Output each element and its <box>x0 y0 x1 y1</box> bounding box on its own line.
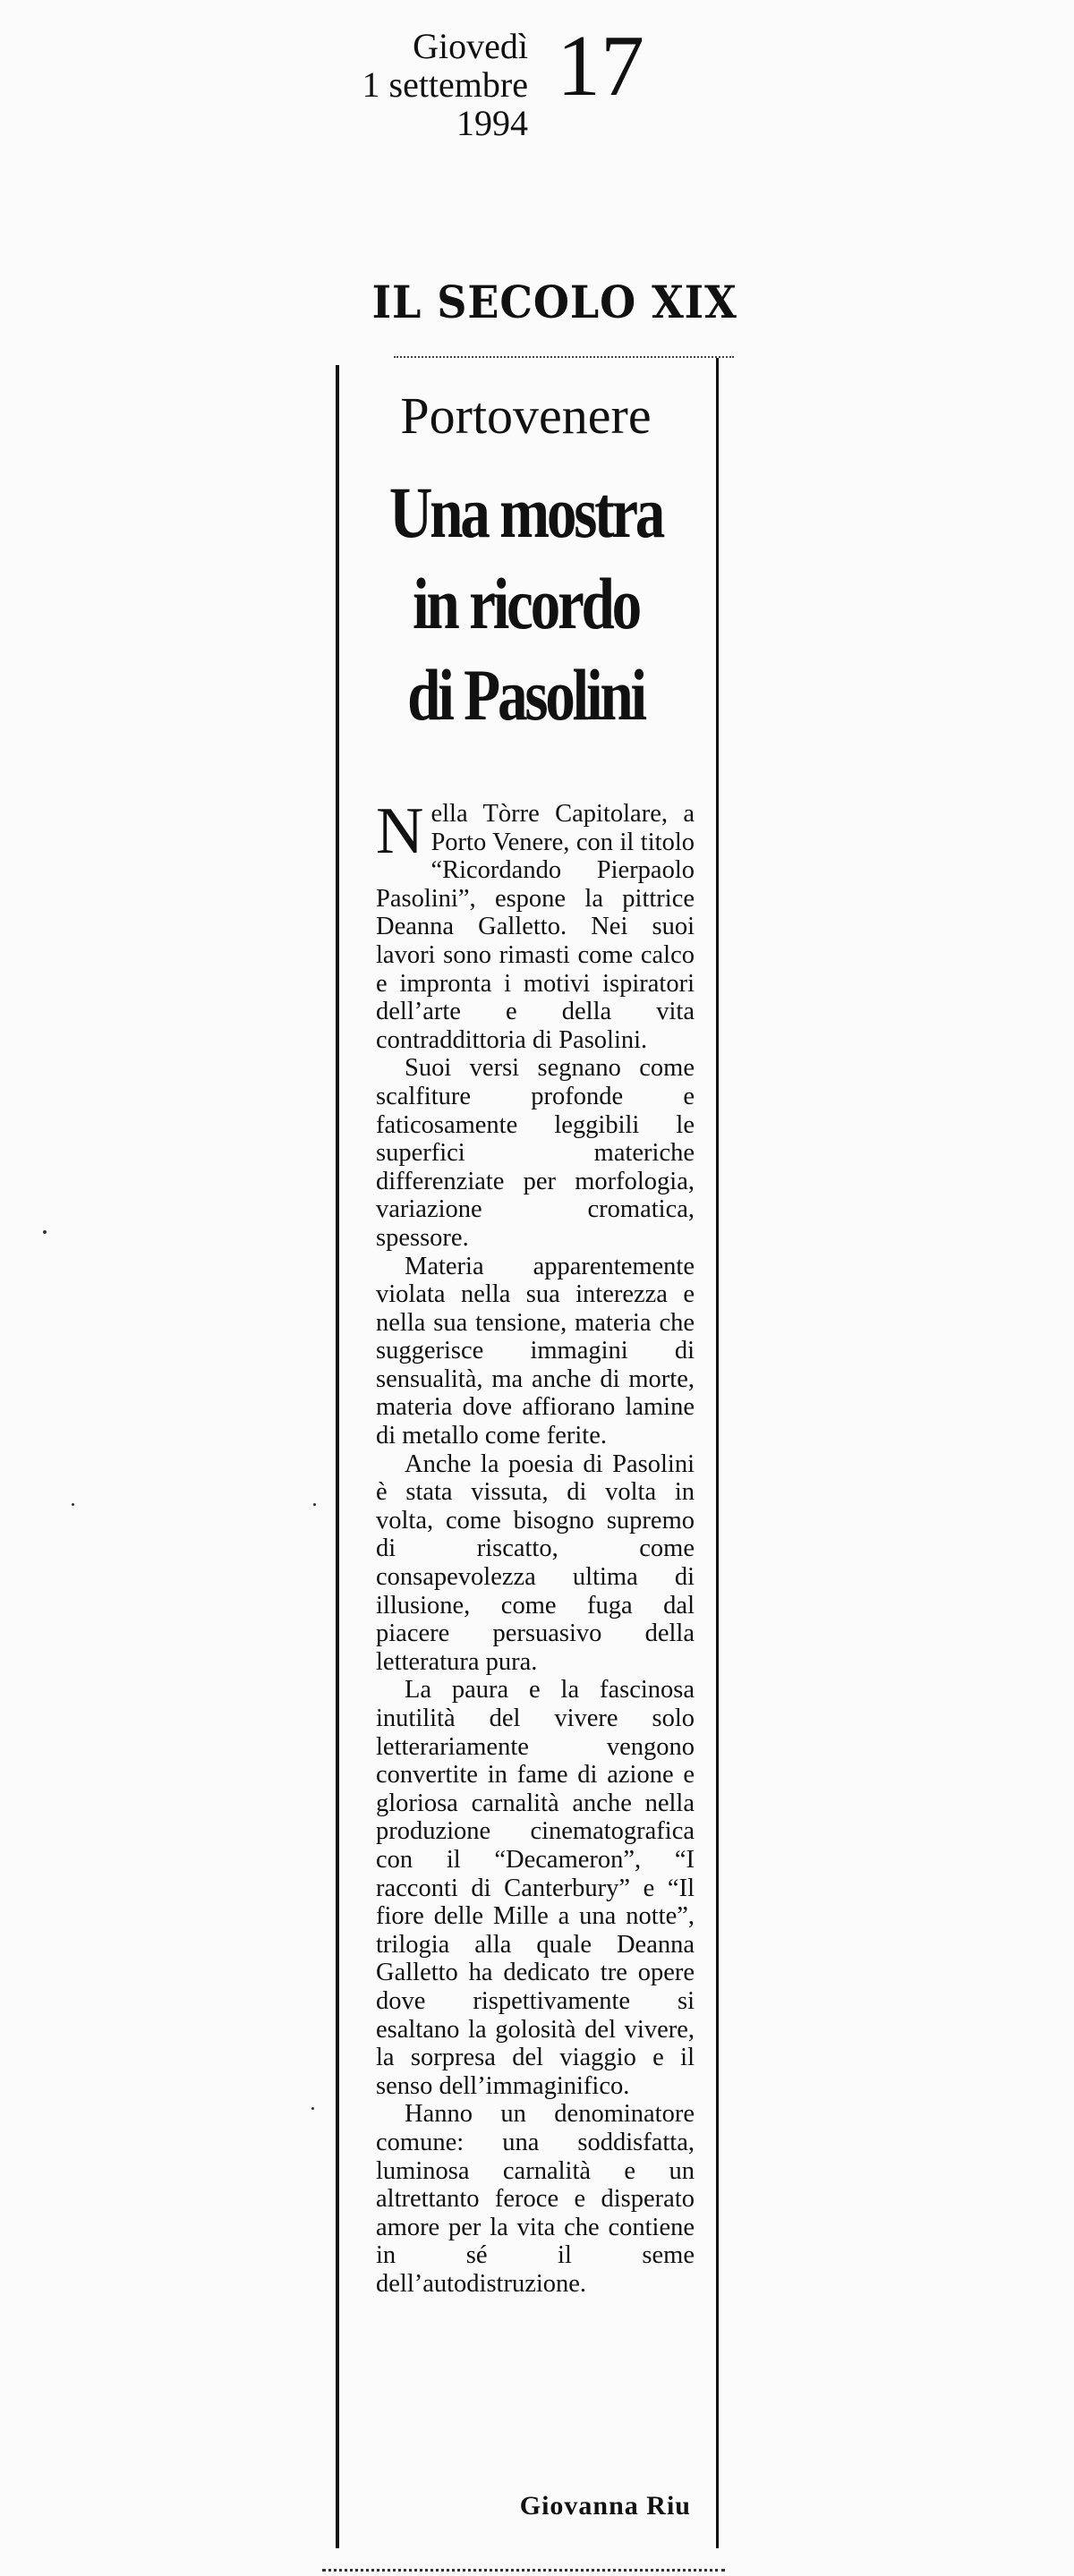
article-frame-left-rule <box>336 365 339 2548</box>
bottom-rule <box>322 2569 725 2572</box>
scan-speck <box>313 1503 316 1506</box>
article-body <box>376 795 695 2298</box>
dateline <box>322 18 644 143</box>
paragraph-1 <box>376 795 695 1054</box>
scan-speck <box>311 2107 314 2110</box>
scan-speck <box>43 1230 47 1234</box>
article-body-container <box>345 376 707 2559</box>
newspaper-masthead: IL SECOLO XIX <box>371 276 737 328</box>
paragraph-1-text: ella Tòrre Capitolare, a Porto Venere, con il titolo “Ricordando Pierpaolo Pasolini”, espone la pittrice Deanna Galletto. Nei suoi lavori sono rimasti come calco e impronta i motivi ispiratori dell’arte e della vita contraddittoria di Pasolini. <box>376 800 695 1054</box>
publication-date: Giovedì 1 settembre 1994 <box>362 26 528 143</box>
paragraph-5: La paura e la fascinosa inutilità del vivere solo letterariamente vengono convertite in fame di azione e gloriosa carnalità anche nella produzione cinematografica con il “Decameron”, “I racconti di Canterbury” e “Il fiore delle Mille a una notte”, trilogia alla quale Deanna Galletto ha dedicato tre opere dove rispettivamente si esaltano la golosità del vivere, la sorpresa del viaggio e il senso dell’immaginifico. <box>376 1676 695 2100</box>
article-byline: Giovanna Riu <box>519 2491 691 2521</box>
paragraph-2: Suoi versi segnano come scalfiture profonde e faticosamente leggibili le superfici materiche differenziate per morfologia, variazione cromatica, spessore. <box>376 1054 695 1252</box>
paragraph-3: Materia apparentemente violata nella sua interezza e nella sua tensione, materia che suggerisce immagini di sensualità, ma anche di morte, materia dove affiorano lamine di metallo come ferite. <box>376 1252 695 1450</box>
article-frame-right-rule <box>716 358 719 2548</box>
paragraph-6: Hanno un denominatore comune: una soddisfatta, luminosa carnalità e un altrettanto feroce e disperato amore per la vita che contiene in sé il seme dell’autodistruzione. <box>376 2100 695 2298</box>
page-number: 17 <box>557 18 644 115</box>
drop-cap: N <box>376 795 424 868</box>
article-headline: Una mostra in ricordo di Pasolini <box>388 472 663 735</box>
paragraph-4: Anche la poesia di Pasolini è stata vissuta, di volta in volta, come bisogno supremo di riscatto, come consapevolezza ultima di illusione, come fuga dal piacere persuasivo della letteratura pura. <box>376 1450 695 1676</box>
scan-speck <box>72 1503 74 1506</box>
masthead-rule <box>394 356 734 358</box>
article-kicker: Portovenere <box>400 387 652 445</box>
